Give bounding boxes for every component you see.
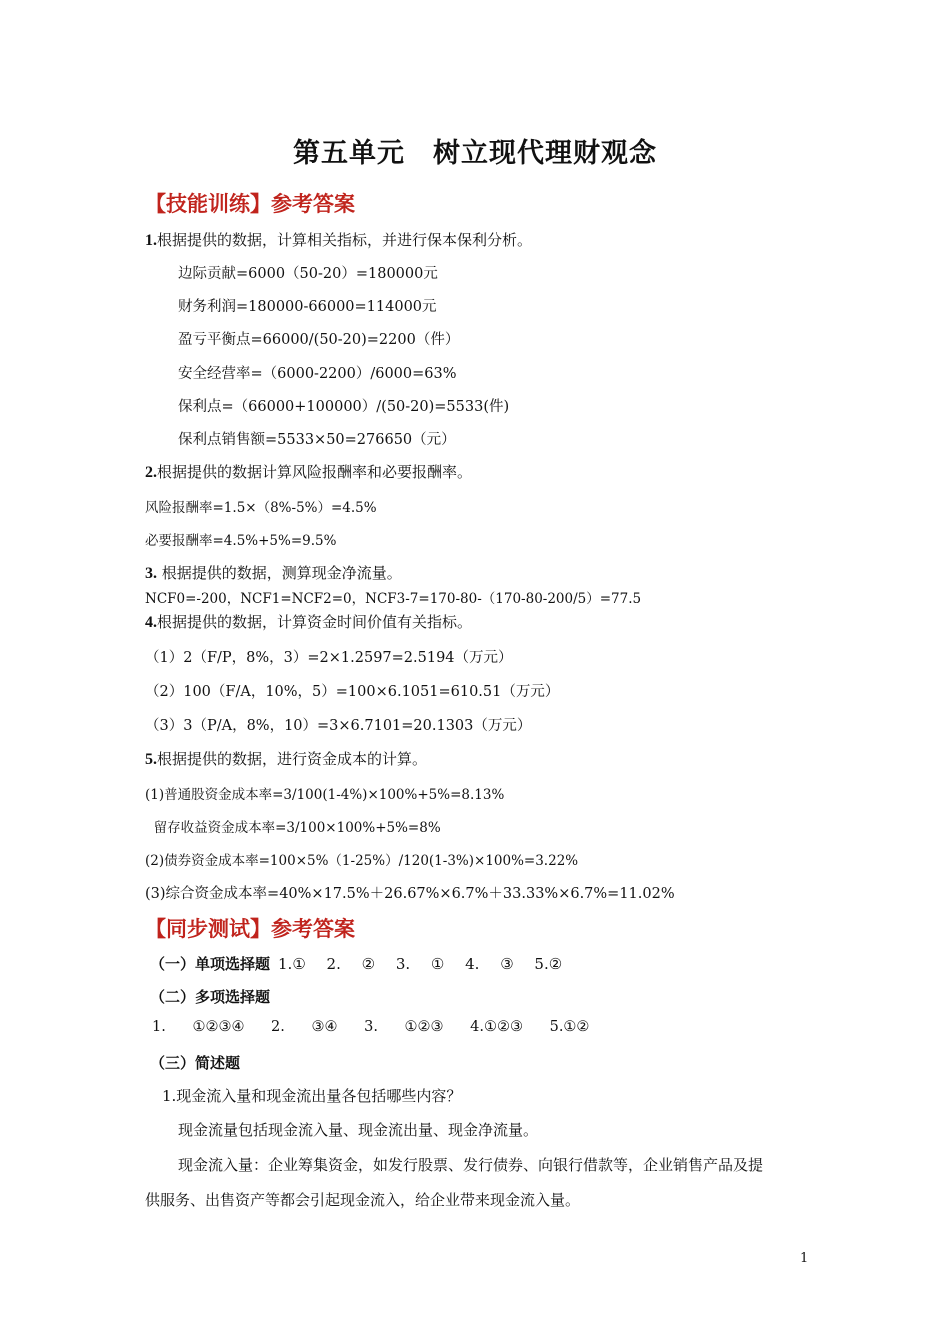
answer-line: 盈亏平衡点=66000/(50-20)=2200（件） [178, 332, 460, 348]
answer-line: 保利点销售额=5533×50=276650（元） [178, 432, 456, 448]
answer-line: （3）3（P/A，8%，10）=3×6.7101=20.1303（万元） [145, 718, 532, 734]
answer-line: 必要报酬率=4.5%+5%=9.5% [145, 533, 337, 549]
answer-line: （2）100（F/A，10%，5）=100×6.1051=610.51（万元） [145, 684, 560, 700]
question-5 [145, 748, 427, 769]
answer-line: 财务利润=180000-66000=114000元 [178, 299, 437, 315]
question-4 [145, 611, 472, 632]
question-text: 根据提供的数据，进行资金成本的计算。 [157, 750, 428, 768]
section-heading-sync-test: 【同步测试】参考答案 [145, 917, 355, 941]
answer-line: NCF0=-200，NCF1=NCF2=0，NCF3-7=170-80-（170-80-200/5）=77.5 [145, 591, 642, 607]
question-text: 根据提供的数据，计算相关指标，并进行保本保利分析。 [157, 231, 533, 249]
answer-line: 保利点=（66000+100000）/(50-20)=5533(件) [178, 399, 510, 415]
answer-line: (2)债券资金成本率=100×5%（1-25%）/120(1-3%)×100%=3.22% [145, 853, 579, 869]
question-text: 根据提供的数据计算风险报酬率和必要报酬率。 [157, 463, 473, 481]
subsection-label: （一）单项选择题 [150, 955, 271, 973]
page-number: 1 [800, 1251, 809, 1266]
question-2 [145, 461, 472, 482]
question-number: 5. [145, 751, 157, 768]
answer-line: (3)综合资金成本率=40%×17.5%＋26.67%×6.7%＋33.33%×6.7%=11.02% [145, 886, 675, 902]
subsection-short-answer: （三）简述题 [150, 1054, 241, 1072]
answer-line: (1)普通股资金成本率=3/100(1-4%)×100%+5%=8.13% [145, 787, 505, 803]
subsection-single-choice [150, 953, 562, 974]
question-number: 1. [145, 232, 157, 249]
answer-line: 留存收益资金成本率=3/100×100%+5%=8% [145, 820, 441, 836]
question-text: 根据提供的数据，测算现金净流量。 [157, 564, 402, 582]
multiple-choice-answers: 1. ①②③④ 2. ③④ 3. ①②③ 4.①②③ 5.①② [152, 1019, 590, 1035]
question-3 [145, 562, 402, 583]
question-text: 根据提供的数据，计算资金时间价值有关指标。 [157, 613, 473, 631]
question-number: 3. [145, 565, 157, 582]
question-number: 2. [145, 464, 157, 481]
essay-question: 1.现金流入量和现金流出量各包括哪些内容？ [162, 1087, 462, 1105]
essay-paragraph-continued: 供服务、出售资产等都会引起现金流入，给企业带来现金流入量。 [145, 1191, 581, 1209]
subsection-multiple-choice: （二）多项选择题 [150, 988, 271, 1006]
essay-paragraph: 现金流量包括现金流入量、现金流出量、现金净流量。 [178, 1121, 539, 1139]
essay-paragraph: 现金流入量：企业筹集资金，如发行股票、发行债券、向银行借款等，企业销售产品及提 [178, 1156, 764, 1174]
question-1 [145, 229, 532, 250]
answer-line: 安全经营率=（6000-2200）/6000=63% [178, 366, 457, 382]
single-choice-answers: 1.① 2. ② 3. ① 4. ③ 5.② [278, 955, 563, 973]
answer-line: （1）2（F/P，8%，3）=2×1.2597=2.5194（万元） [145, 650, 513, 666]
question-number: 4. [145, 614, 157, 631]
section-heading-skill-training: 【技能训练】参考答案 [145, 192, 355, 216]
answer-line: 边际贡献=6000（50-20）=180000元 [178, 266, 438, 282]
answer-line: 风险报酬率=1.5×（8%-5%）=4.5% [145, 500, 377, 516]
page-title: 第五单元 树立现代理财观念 [293, 138, 657, 169]
